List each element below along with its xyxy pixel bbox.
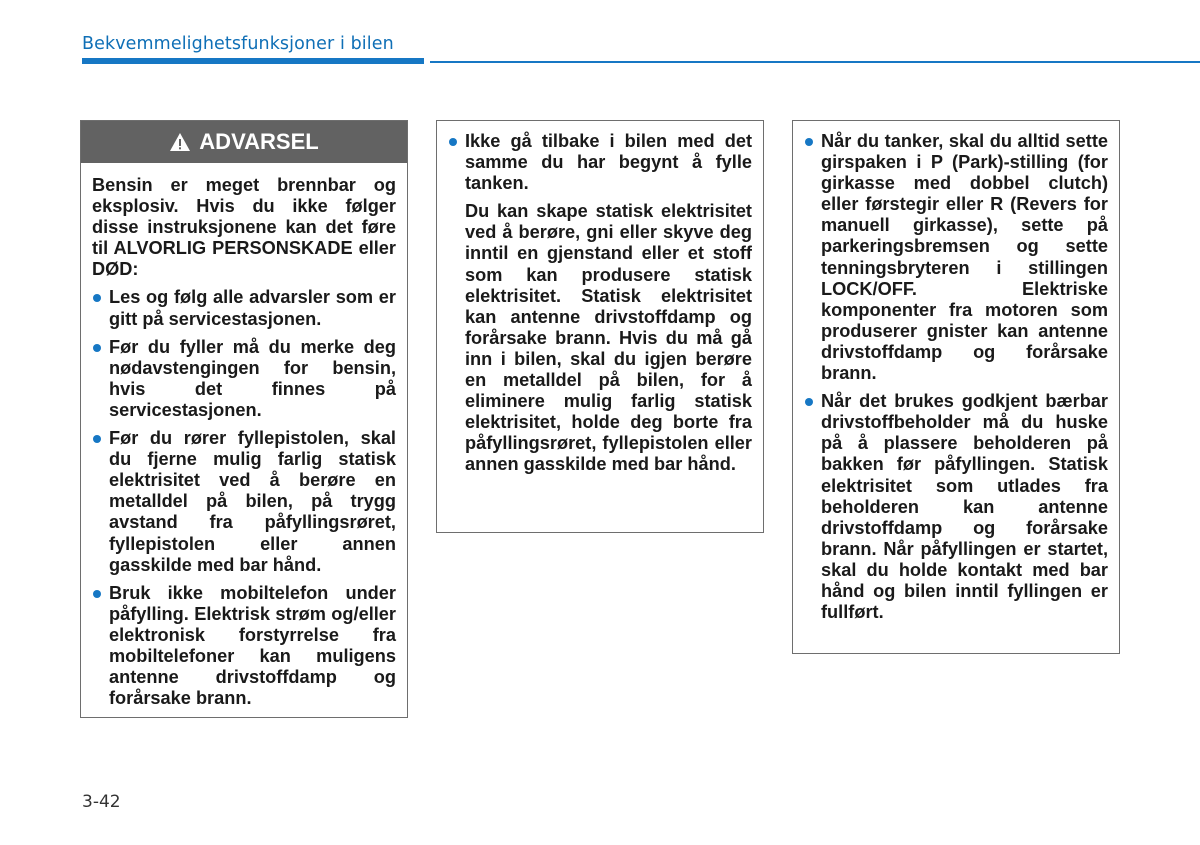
bullet-icon [93, 590, 101, 598]
list-item-text: Bruk ikke mobiltelefon under påfylling. Elektrisk strøm og/eller elektronisk forstyrrelse fra mobiltelefoner kan muligens antenne drivstoffdamp og forårsake brann. [109, 582, 396, 709]
header-rule-thick [82, 58, 424, 64]
list-item [92, 337, 396, 421]
right-list [804, 131, 1108, 623]
middle-warning-box [436, 120, 764, 533]
list-item-text: Les og følg alle advarsler som er gitt på servicestasjonen. [109, 287, 396, 329]
header-rule-thin [430, 61, 1200, 63]
warning-box [80, 120, 408, 718]
bullet-icon [805, 138, 813, 146]
list-item [92, 583, 396, 710]
list-item-text: Før du fyller må du merke deg nødavstengingen for bensin, hvis det finnes på servicestasjonen. [109, 336, 396, 420]
bullet-icon [93, 435, 101, 443]
warning-triangle-icon [169, 132, 191, 152]
list-item-text: Før du rører fyllepistolen, skal du fjerne mulig farlig statisk elektrisitet ved å berøre en metalldel på bilen, på trygg avstand fra påfyllingsrøret, fyllepistolen eller annen gasskilde med bar hånd. [109, 428, 396, 575]
bullet-icon [93, 294, 101, 302]
middle-continuation: Du kan skape statisk elektrisitet ved å berøre, gni eller skyve deg inntil en gjenstand eller et stoff som kan produsere statisk elektrisitet. Statisk elektrisitet kan antenne drivstoffdamp og forårsake brann. Hvis du må gå inn i bilen, skal du igjen berøre en metalldel på bilen, for å eliminere mulig farlig statisk elektrisitet, holde deg borte fra påfyllingsrøret, fyllepistolen eller annen gasskilde med bar hånd. [465, 201, 752, 475]
warning-intro: Bensin er meget brennbar og eksplosiv. Hvis du ikke følger disse instruksjonene kan det føre til ALVORLIG PERSONSKADE eller DØD: [92, 175, 396, 280]
warning-heading-text: ADVARSEL [199, 129, 319, 154]
bullet-icon [805, 398, 813, 406]
list-item [448, 131, 752, 194]
middle-list [448, 131, 752, 194]
list-item [92, 428, 396, 576]
list-item-text: Ikke gå tilbake i bilen med det samme du har begynt å fylle tanken. [465, 131, 752, 194]
middle-content [437, 121, 763, 476]
page-number: 3-42 [82, 792, 121, 812]
list-item [804, 391, 1108, 623]
list-item-text: Når du tanker, skal du alltid sette girspaken i P (Park)-stilling (for girkasse med dobbel clutch) eller førstegir eller R (Revers for manuell girkasse), sette på parkeringsbremsen og sette tenningsbryteren i stillingen LOCK/OFF. Elektriske komponenter fra motoren som produserer gnister kan antenne drivstoffdamp og forårsake brann. [821, 131, 1108, 384]
list-item [804, 131, 1108, 384]
warning-list [92, 287, 396, 709]
list-item-text: Når det brukes godkjent bærbar drivstoffbeholder må du huske på å plassere beholderen på bakken før påfyllingen. Statisk elektrisitet som utlades fra beholderen kan antenne drivstoffdamp og forårsake brann. Når påfyllingen er startet, skal du holde kontakt med bar hånd og bilen inntil fyllingen er fullført. [821, 391, 1108, 623]
warning-heading [81, 121, 407, 163]
section-title: Bekvemmelighetsfunksjoner i bilen [82, 34, 394, 54]
bullet-icon [449, 138, 457, 146]
list-item [92, 287, 396, 329]
right-content [793, 121, 1119, 623]
bullet-icon [93, 344, 101, 352]
warning-content [81, 163, 407, 709]
right-warning-box [792, 120, 1120, 654]
